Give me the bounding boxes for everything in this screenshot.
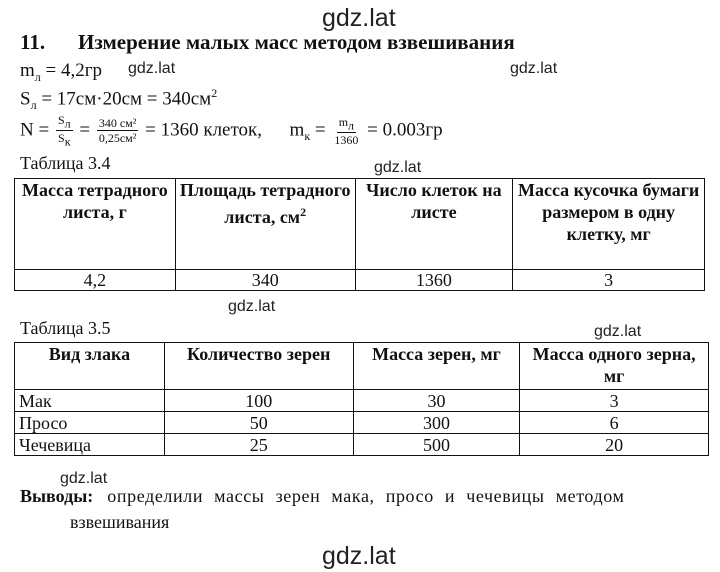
table-cell: 1360 bbox=[355, 270, 513, 291]
subscript: л bbox=[34, 69, 41, 84]
table-cell: 500 bbox=[353, 434, 520, 456]
table-cell: 6 bbox=[520, 412, 709, 434]
fraction-cell-mass bbox=[332, 115, 360, 147]
cell-count-result: = 1360 клеток, bbox=[145, 119, 263, 141]
table-header-cell: Масса тетрадного листа, г bbox=[15, 179, 176, 270]
table-row bbox=[15, 412, 709, 434]
conclusion-text-continued: взвешивания bbox=[70, 512, 170, 532]
table-header-cell: Вид злака bbox=[15, 343, 165, 390]
table-cell: 340 bbox=[175, 270, 355, 291]
table2-caption: Таблица 3.5 bbox=[20, 318, 111, 338]
header-text: Площадь тетрадного листа, см bbox=[179, 180, 351, 227]
watermark: gdz.lat bbox=[510, 60, 558, 77]
watermark: gdz.lat bbox=[374, 159, 422, 176]
table-row bbox=[15, 270, 705, 291]
area-line bbox=[20, 86, 217, 113]
table-cell: 3 bbox=[513, 270, 705, 291]
section-title: Измерение малых масс методом взвешивания bbox=[78, 30, 515, 54]
table-cell: 100 bbox=[164, 390, 353, 412]
subscript: к bbox=[64, 134, 71, 149]
conclusion bbox=[20, 483, 692, 535]
table-cell: Мак bbox=[15, 390, 165, 412]
symbol-s: S bbox=[20, 88, 31, 110]
page-title bbox=[20, 30, 515, 55]
conclusion-line bbox=[20, 483, 692, 509]
equals-sign: = bbox=[79, 119, 91, 141]
subscript: л bbox=[30, 98, 37, 113]
watermark: gdz.lat bbox=[322, 4, 396, 32]
mass-value: = 4,2гр bbox=[40, 60, 103, 81]
superscript: 2 bbox=[300, 205, 307, 219]
subscript: л bbox=[64, 116, 71, 131]
table-cell: 300 bbox=[353, 412, 520, 434]
fraction-bottom: 1360 bbox=[334, 133, 359, 148]
mass-line bbox=[20, 60, 102, 85]
fraction-bottom: S bbox=[58, 131, 65, 146]
table-header-cell bbox=[175, 179, 355, 270]
table-cell: 50 bbox=[164, 412, 353, 434]
table-cell: 3 bbox=[520, 390, 709, 412]
table-cell: Чечевица bbox=[15, 434, 165, 456]
symbol-n: N = bbox=[20, 119, 50, 141]
watermark: gdz.lat bbox=[594, 323, 642, 340]
table-header-cell: Число клеток на листе bbox=[355, 179, 513, 270]
symbol-m: m bbox=[20, 60, 35, 81]
table-header-cell: Масса кусочка бумаги размером в одну клетку, мг bbox=[513, 179, 705, 270]
watermark: gdz.lat bbox=[228, 298, 276, 315]
equals-sign: = bbox=[314, 119, 326, 141]
table-row bbox=[15, 434, 709, 456]
conclusion-text: определили массы зерен мака, просо и чечевицы методом bbox=[107, 486, 625, 506]
table-row bbox=[15, 390, 709, 412]
fraction-area-ratio bbox=[56, 113, 73, 149]
table-cell: 20 bbox=[520, 434, 709, 456]
section-number: 11. bbox=[20, 30, 46, 54]
table-cell: 25 bbox=[164, 434, 353, 456]
table-header-row bbox=[15, 343, 709, 390]
count-line bbox=[20, 113, 443, 149]
conclusion-label: Выводы: bbox=[20, 486, 94, 506]
table1-caption: Таблица 3.4 bbox=[20, 153, 111, 173]
fraction-values bbox=[97, 116, 139, 145]
table-3-4 bbox=[14, 178, 705, 291]
watermark: gdz.lat bbox=[60, 470, 108, 487]
area-value: = 17см·20см = 340см bbox=[36, 88, 212, 110]
table-cell: 4,2 bbox=[15, 270, 176, 291]
fraction-top: m bbox=[338, 114, 349, 129]
table-3-5 bbox=[14, 342, 709, 456]
table-cell: 30 bbox=[353, 390, 520, 412]
table-header-cell: Масса одного зерна, мг bbox=[520, 343, 709, 390]
subscript: к bbox=[304, 129, 311, 144]
fraction-bottom: 0,25см² bbox=[98, 131, 137, 146]
fraction-top: S bbox=[57, 113, 65, 127]
table-cell: Просо bbox=[15, 412, 165, 434]
superscript: 2 bbox=[211, 86, 218, 100]
subscript: л bbox=[348, 118, 355, 133]
fraction-top: 340 см² bbox=[98, 116, 137, 131]
table-header-cell: Масса зерен, мг bbox=[353, 343, 520, 390]
table-header-cell: Количество зерен bbox=[164, 343, 353, 390]
watermark: gdz.lat bbox=[322, 542, 396, 570]
cell-mass-result: = 0.003гр bbox=[367, 119, 443, 141]
symbol-mk: m bbox=[289, 119, 305, 141]
watermark: gdz.lat bbox=[128, 60, 176, 77]
table-header-row bbox=[15, 179, 705, 270]
